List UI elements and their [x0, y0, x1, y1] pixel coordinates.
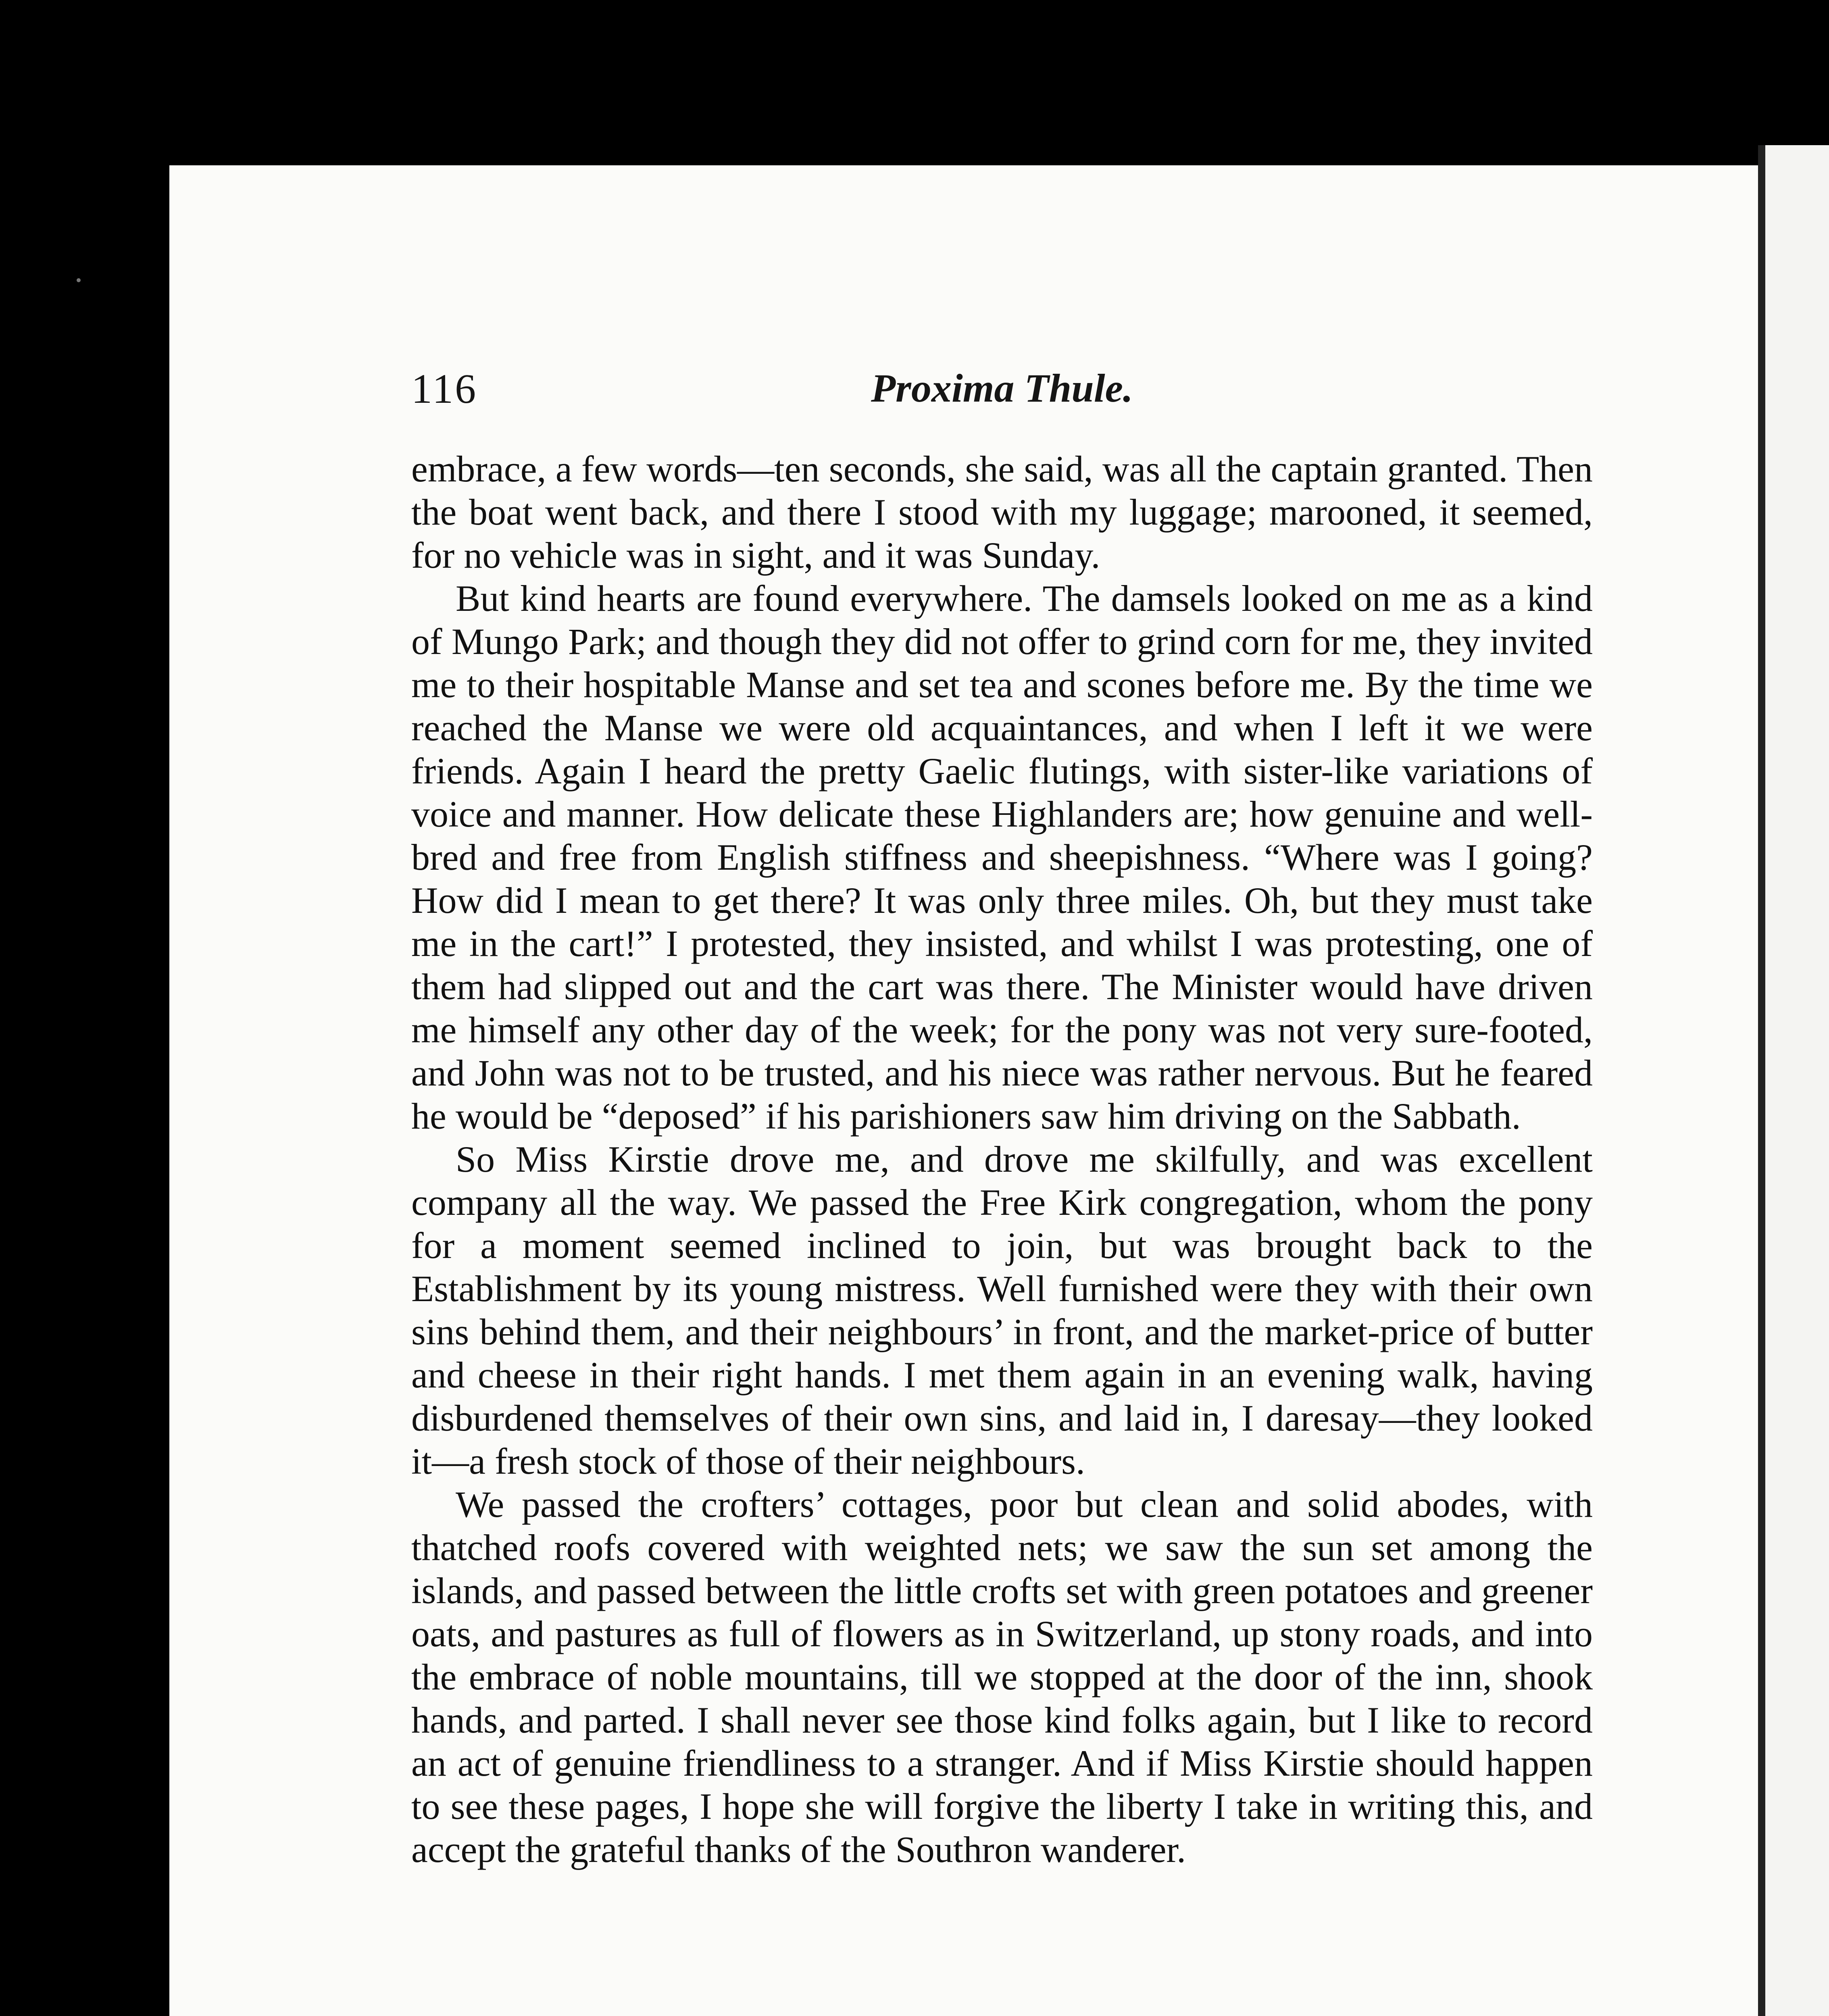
body-text [411, 448, 1593, 1871]
paragraph-2: But kind hearts are found everywhere. The damsels looked on me as a kind of Mungo Park; and though they did not offer to grind corn for me, they invited me to their hospitable Manse and set tea and scones before me. By the time we reached the Manse we were old acquaintances, and when I left it we were friends. Again I heard the pretty Gaelic flutings, with sister-like variations of voice and manner. How delicate these Highlanders are; how genuine and well-bred and free from English stiffness and sheepishness. “Where was I going? How did I mean to get there? It was only three miles. Oh, but they must take me in the cart!” I protested, they insisted, and whilst I was protesting, one of them had slipped out and the cart was there. The Minister would have driven me himself any other day of the week; for the pony was not very sure-footed, and John was not to be trusted, and his niece was rather nervous. But he feared he would be “deposed” if his parishioners saw him driving on the Sabbath. [411, 578, 1593, 1137]
running-head [411, 365, 1593, 429]
paragraph-1: embrace, a few words—ten seconds, she said, was all the captain granted. Then the boat went back, and there I stood with my luggage; marooned, it seemed, for no vehicle was in sight, and it was Sunday. [411, 448, 1593, 576]
page-number: 116 [411, 366, 478, 412]
book-title: Proxima Thule. [871, 366, 1133, 410]
adjacent-page-edge [1758, 145, 1829, 2016]
paper-speck [77, 278, 81, 282]
paragraph-4: We passed the crofters’ cottages, poor but clean and solid abodes, with thatched roofs covered with weighted nets; we saw the sun set among the islands, and passed between the little crofts set with green potatoes and greener oats, and pastures as full of flowers as in Switzerland, up stony roads, and into the embrace of noble mountains, till we stopped at the door of the inn, shook hands, and parted. I shall never see those kind folks again, but I like to record an act of genuine friendliness to a stranger. And if Miss Kirstie should happen to see these pages, I hope she will forgive the liberty I take in writing this, and accept the grateful thanks of the Southron wanderer. [411, 1484, 1593, 1870]
paragraph-3: So Miss Kirstie drove me, and drove me skilfully, and was excellent company all the way. We passed the Free Kirk congregation, whom the pony for a moment seemed inclined to join, but was brought back to the Establishment by its young mistress. Well furnished were they with their own sins behind them, and their neighbours’ in front, and the market-price of butter and cheese in their right hands. I met them again in an evening walk, having disburdened themselves of their own sins, and laid in, I daresay—they looked it—a fresh stock of those of their neighbours. [411, 1139, 1593, 1482]
